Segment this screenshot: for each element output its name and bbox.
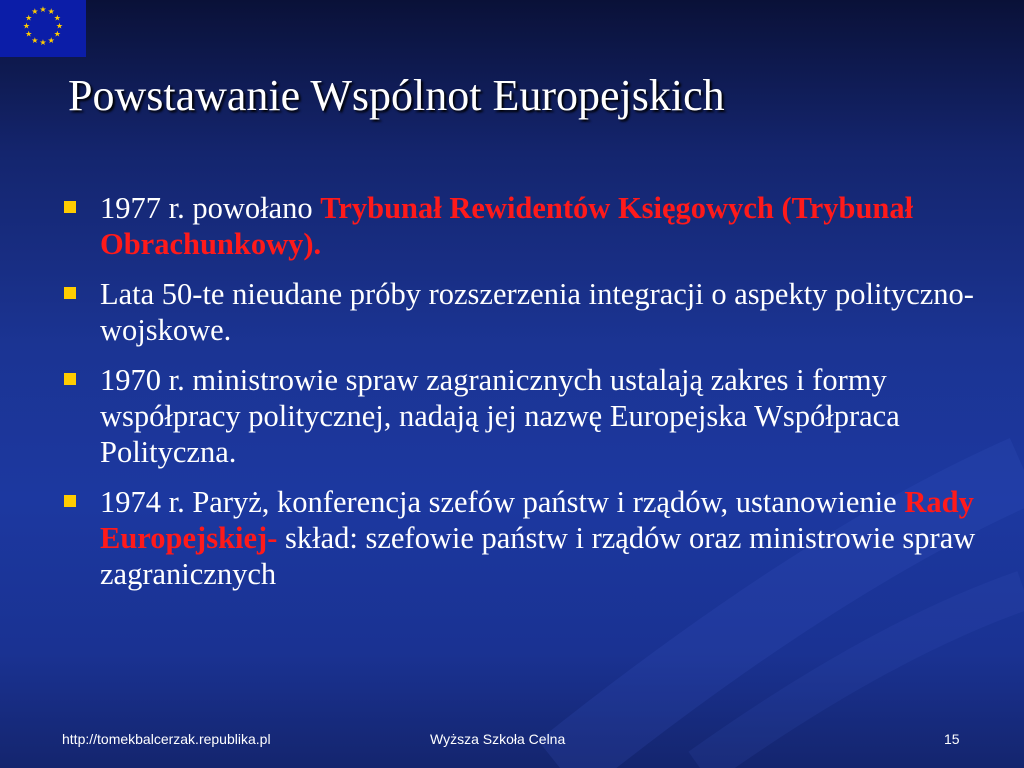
svg-text:★: ★ (39, 5, 47, 14)
bullet-text: 1970 r. ministrowie spraw zagranicznych ustalają zakres i formy współpracy politycznej, nadają jej nazwę Europejska Współpraca Polityczna. (100, 363, 900, 469)
bullet-text: 1974 r. Paryż, konferencja szefów państw i rządów, ustanowienie (100, 485, 905, 519)
svg-text:★: ★ (53, 29, 61, 39)
bullet-item (100, 362, 980, 470)
bullet-item (100, 276, 980, 348)
square-bullet-icon (64, 201, 76, 213)
svg-text:★: ★ (25, 13, 33, 23)
bullet-text: 1977 r. powołano (100, 191, 321, 225)
bullet-highlight: Rady Europejskiej- (100, 485, 974, 555)
footer-school-name: Wyższa Szkoła Celna (430, 731, 566, 747)
slide-title: Powstawanie Wspólnot Europejskich (68, 71, 725, 120)
bullet-highlight: Trybunał Rewidentów Księgowych (Trybunał Obrachunkowy). (100, 191, 914, 261)
eu-flag-icon (0, 0, 86, 57)
square-bullet-icon (64, 373, 76, 385)
bullet-item (100, 484, 980, 592)
svg-text:★: ★ (25, 29, 33, 39)
bullet-item (100, 190, 980, 262)
bullet-text: Lata 50-te nieudane próby rozszerzenia integracji o aspekty polityczno-wojskowe. (100, 277, 974, 347)
bullet-list (100, 190, 980, 606)
bullet-text-after: skład: szefowie państw i rządów oraz ministrowie spraw zagranicznych (100, 521, 976, 591)
svg-text:★: ★ (31, 7, 39, 17)
svg-text:★: ★ (47, 35, 55, 45)
svg-text:★: ★ (31, 35, 39, 45)
svg-text:★: ★ (39, 38, 47, 47)
svg-text:★: ★ (53, 13, 61, 23)
svg-text:★: ★ (55, 21, 64, 31)
square-bullet-icon (64, 495, 76, 507)
footer-url: http://tomekbalcerzak.republika.pl (62, 731, 271, 747)
square-bullet-icon (64, 287, 76, 299)
footer-page-number: 15 (944, 731, 960, 747)
svg-text:★: ★ (22, 21, 31, 31)
svg-text:★: ★ (47, 7, 55, 17)
